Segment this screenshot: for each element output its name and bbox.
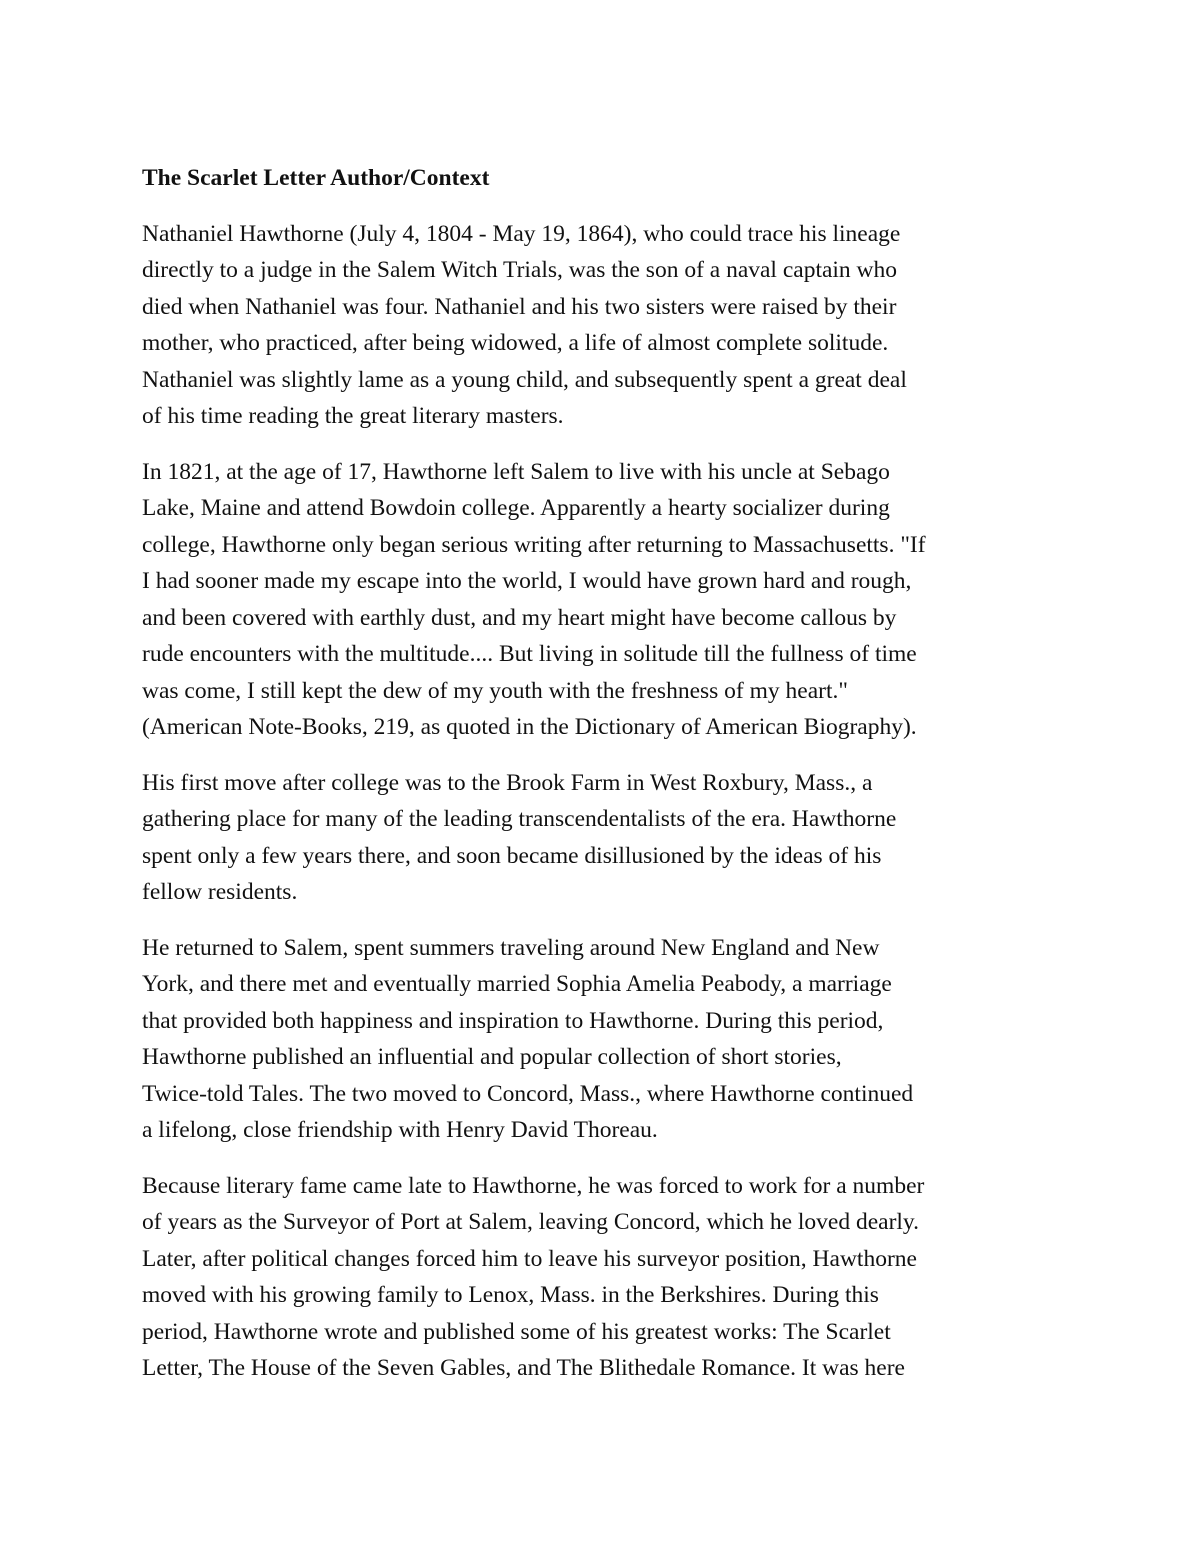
text-line: of years as the Surveyor of Port at Salem, leaving Concord, which he loved dearly. <box>142 1209 920 1235</box>
text-line: of his time reading the great literary masters. <box>142 403 564 429</box>
text-line: was come, I still kept the dew of my youth with the freshness of my heart." <box>142 677 848 704</box>
text-line: spent only a few years there, and soon became disillusioned by the ideas of his <box>142 842 882 869</box>
text-line: In 1821, at the age of 17, Hawthorne left Salem to live with his uncle at Sebago <box>142 458 890 485</box>
text-line: Twice-told Tales. The two moved to Concord, Mass., where Hawthorne continued <box>142 1080 914 1107</box>
paragraph-marriage <box>142 930 1072 1149</box>
paragraph-early-life <box>142 216 1072 435</box>
document-title: The Scarlet Letter Author/Context <box>142 165 490 191</box>
text-line: (American Note-Books, 219, as quoted in the Dictionary of American Biography). <box>142 714 917 740</box>
text-line: Later, after political changes forced him to leave his surveyor position, Hawthorne <box>142 1245 917 1272</box>
text-line: died when Nathaniel was four. Nathaniel and his two sisters were raised by their <box>142 293 897 320</box>
text-line: Nathaniel was slightly lame as a young child, and subsequently spent a great deal <box>142 366 907 393</box>
text-line: mother, who practiced, after being widowed, a life of almost complete solitude. <box>142 330 889 356</box>
text-line: His first move after college was to the Brook Farm in West Roxbury, Mass., a <box>142 769 873 796</box>
document-page <box>142 160 1072 1406</box>
text-line: York, and there met and eventually married Sophia Amelia Peabody, a marriage <box>142 971 892 997</box>
text-line: fellow residents. <box>142 879 298 905</box>
text-line: directly to a judge in the Salem Witch Trials, was the son of a naval captain who <box>142 257 898 283</box>
text-line: Lake, Maine and attend Bowdoin college. Apparently a hearty socializer during <box>142 495 890 521</box>
text-line: rude encounters with the multitude.... But living in solitude till the fullness of time <box>142 641 917 667</box>
text-line: Nathaniel Hawthorne (July 4, 1804 - May 19, 1864), who could trace his lineage <box>142 220 901 247</box>
text-line: gathering place for many of the leading transcendentalists of the era. Hawthorne <box>142 806 897 832</box>
text-line: He returned to Salem, spent summers traveling around New England and New <box>142 934 880 961</box>
text-line: a lifelong, close friendship with Henry David Thoreau. <box>142 1117 658 1143</box>
text-line: I had sooner made my escape into the world, I would have grown hard and rough, <box>142 568 912 594</box>
paragraph-college <box>142 454 1072 746</box>
paragraph-brook-farm <box>142 765 1072 911</box>
text-line: moved with his growing family to Lenox, Mass. in the Berkshires. During this <box>142 1282 879 1308</box>
text-line: college, Hawthorne only began serious writing after returning to Massachusetts. "If <box>142 531 926 558</box>
text-line: Hawthorne published an influential and popular collection of short stories, <box>142 1044 842 1070</box>
text-line: and been covered with earthly dust, and my heart might have become callous by <box>142 604 897 631</box>
text-line: Because literary fame came late to Hawthorne, he was forced to work for a number <box>142 1172 925 1199</box>
paragraph-literary-fame <box>142 1168 1072 1387</box>
text-line: that provided both happiness and inspiration to Hawthorne. During this period, <box>142 1007 884 1034</box>
text-line: period, Hawthorne wrote and published some of his greatest works: The Scarlet <box>142 1318 891 1345</box>
text-line: Letter, The House of the Seven Gables, and The Blithedale Romance. It was here <box>142 1355 905 1381</box>
